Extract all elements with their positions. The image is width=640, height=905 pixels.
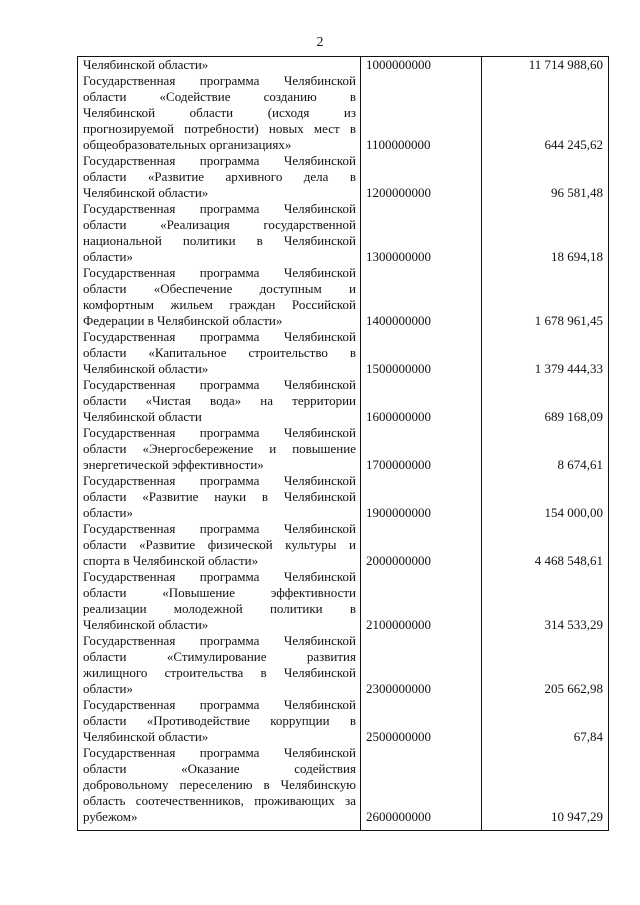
program-name-line: области «Развитие архивного дела в [83,169,356,184]
program-code: 1000000000 [366,57,431,72]
program-name-line: жилищного строительства в Челябинской [83,665,356,680]
program-name [78,153,360,201]
program-name-line: рубежом» [83,809,138,824]
program-amount: 1 379 444,33 [534,361,603,376]
program-amount: 689 168,09 [544,409,603,424]
budget-table [77,56,609,831]
program-name-line: Государственная программа Челябинской [83,633,356,648]
table-row [78,745,608,825]
program-name [78,521,360,569]
table-row [78,377,608,425]
program-name-line: области «Энергосбережение и повышение [83,441,356,456]
program-name-line: область соотечественников, проживающих за [83,793,356,808]
program-name-line: энергетической эффективности» [83,457,264,472]
table-row [78,329,608,377]
program-name-line: области «Капитальное строительство в [83,345,356,360]
program-amount: 8 674,61 [557,457,603,472]
program-name [78,745,360,825]
program-code: 1700000000 [366,457,431,472]
program-name-line: Государственная программа Челябинской [83,153,356,168]
program-code: 1100000000 [366,137,431,152]
program-amount: 644 245,62 [544,137,603,152]
program-code: 1200000000 [366,185,431,200]
program-name [78,57,360,73]
program-name-line: области «Противодействие коррупции в [83,713,356,728]
program-amount: 1 678 961,45 [534,313,603,328]
table-row [78,697,608,745]
program-name [78,377,360,425]
program-name [78,329,360,377]
program-name [78,473,360,521]
table-row [78,633,608,697]
program-name [78,569,360,633]
program-amount: 96 581,48 [551,185,603,200]
program-code: 2100000000 [366,617,431,632]
program-name [78,73,360,153]
table-row [78,425,608,473]
program-name-line: Государственная программа Челябинской [83,73,356,88]
program-name-line: Челябинской области (исходя из [83,105,356,120]
program-name [78,425,360,473]
program-amount: 67,84 [573,729,603,744]
program-name [78,697,360,745]
program-name-line: национальной политики в Челябинской [83,233,356,248]
program-name [78,633,360,697]
program-code: 2500000000 [366,729,431,744]
program-code: 1500000000 [366,361,431,376]
program-code: 1300000000 [366,249,431,264]
page-number: 2 [316,35,324,50]
program-name-line: области «Обеспечение доступным и [83,281,356,296]
program-code: 2600000000 [366,809,431,824]
program-name-line: области «Стимулирование развития [83,649,356,664]
program-name-line: Челябинской области» [83,361,209,376]
program-name-line: области «Развитие науки в Челябинской [83,489,356,504]
program-amount: 205 662,98 [544,681,603,696]
program-name-line: Государственная программа Челябинской [83,265,356,280]
program-name-line: области «Содействие созданию в [83,89,356,104]
program-code: 2000000000 [366,553,431,568]
program-amount: 18 694,18 [551,249,603,264]
program-name-line: Государственная программа Челябинской [83,745,356,760]
program-name-line: Государственная программа Челябинской [83,377,356,392]
program-name-line: Государственная программа Челябинской [83,425,356,440]
program-code: 1900000000 [366,505,431,520]
table-row [78,473,608,521]
program-name-line: общеобразовательных организациях» [83,137,292,152]
program-name-line: Государственная программа Челябинской [83,201,356,216]
program-name-line: Челябинской области» [83,729,209,744]
program-name-line: спорта в Челябинской области» [83,553,259,568]
table-row [78,201,608,265]
table-body [78,57,608,830]
program-name-line: области «Повышение эффективности [83,585,356,600]
table-row [78,153,608,201]
program-name-line: Челябинской области» [83,617,209,632]
table-row [78,265,608,329]
program-name-line: Челябинской области» [83,57,209,72]
program-name-line: прогнозируемой потребности) новых мест в [83,121,356,136]
table-row [78,57,608,73]
program-name-line: комфортным жильем граждан Российской [83,297,356,312]
program-amount: 11 714 988,60 [528,57,603,72]
program-name [78,265,360,329]
program-code: 2300000000 [366,681,431,696]
program-name-line: области «Оказание содействия [83,761,356,776]
program-amount: 314 533,29 [544,617,603,632]
program-name [78,201,360,265]
program-name-line: Федерации в Челябинской области» [83,313,283,328]
program-name-line: области «Реализация государственной [83,217,356,232]
program-code: 1600000000 [366,409,431,424]
program-name-line: Челябинской области» [83,185,209,200]
program-name-line: Государственная программа Челябинской [83,569,356,584]
program-code: 1400000000 [366,313,431,328]
table-row [78,73,608,153]
program-name-line: области» [83,249,133,264]
program-name-line: добровольному переселению в Челябинскую [83,777,356,792]
program-amount: 4 468 548,61 [534,553,603,568]
program-name-line: области» [83,505,133,520]
program-name-line: Государственная программа Челябинской [83,697,356,712]
program-name-line: Государственная программа Челябинской [83,329,356,344]
table-row [78,569,608,633]
program-name-line: Государственная программа Челябинской [83,473,356,488]
program-name-line: области «Развитие физической культуры и [83,537,356,552]
program-name-line: Государственная программа Челябинской [83,521,356,536]
program-name-line: области «Чистая вода» на территории [83,393,356,408]
program-name-line: Челябинской области [83,409,202,424]
program-name-line: реализации молодежной политики в [83,601,356,616]
program-name-line: области» [83,681,133,696]
table-row [78,521,608,569]
program-amount: 10 947,29 [551,809,603,824]
program-amount: 154 000,00 [544,505,603,520]
